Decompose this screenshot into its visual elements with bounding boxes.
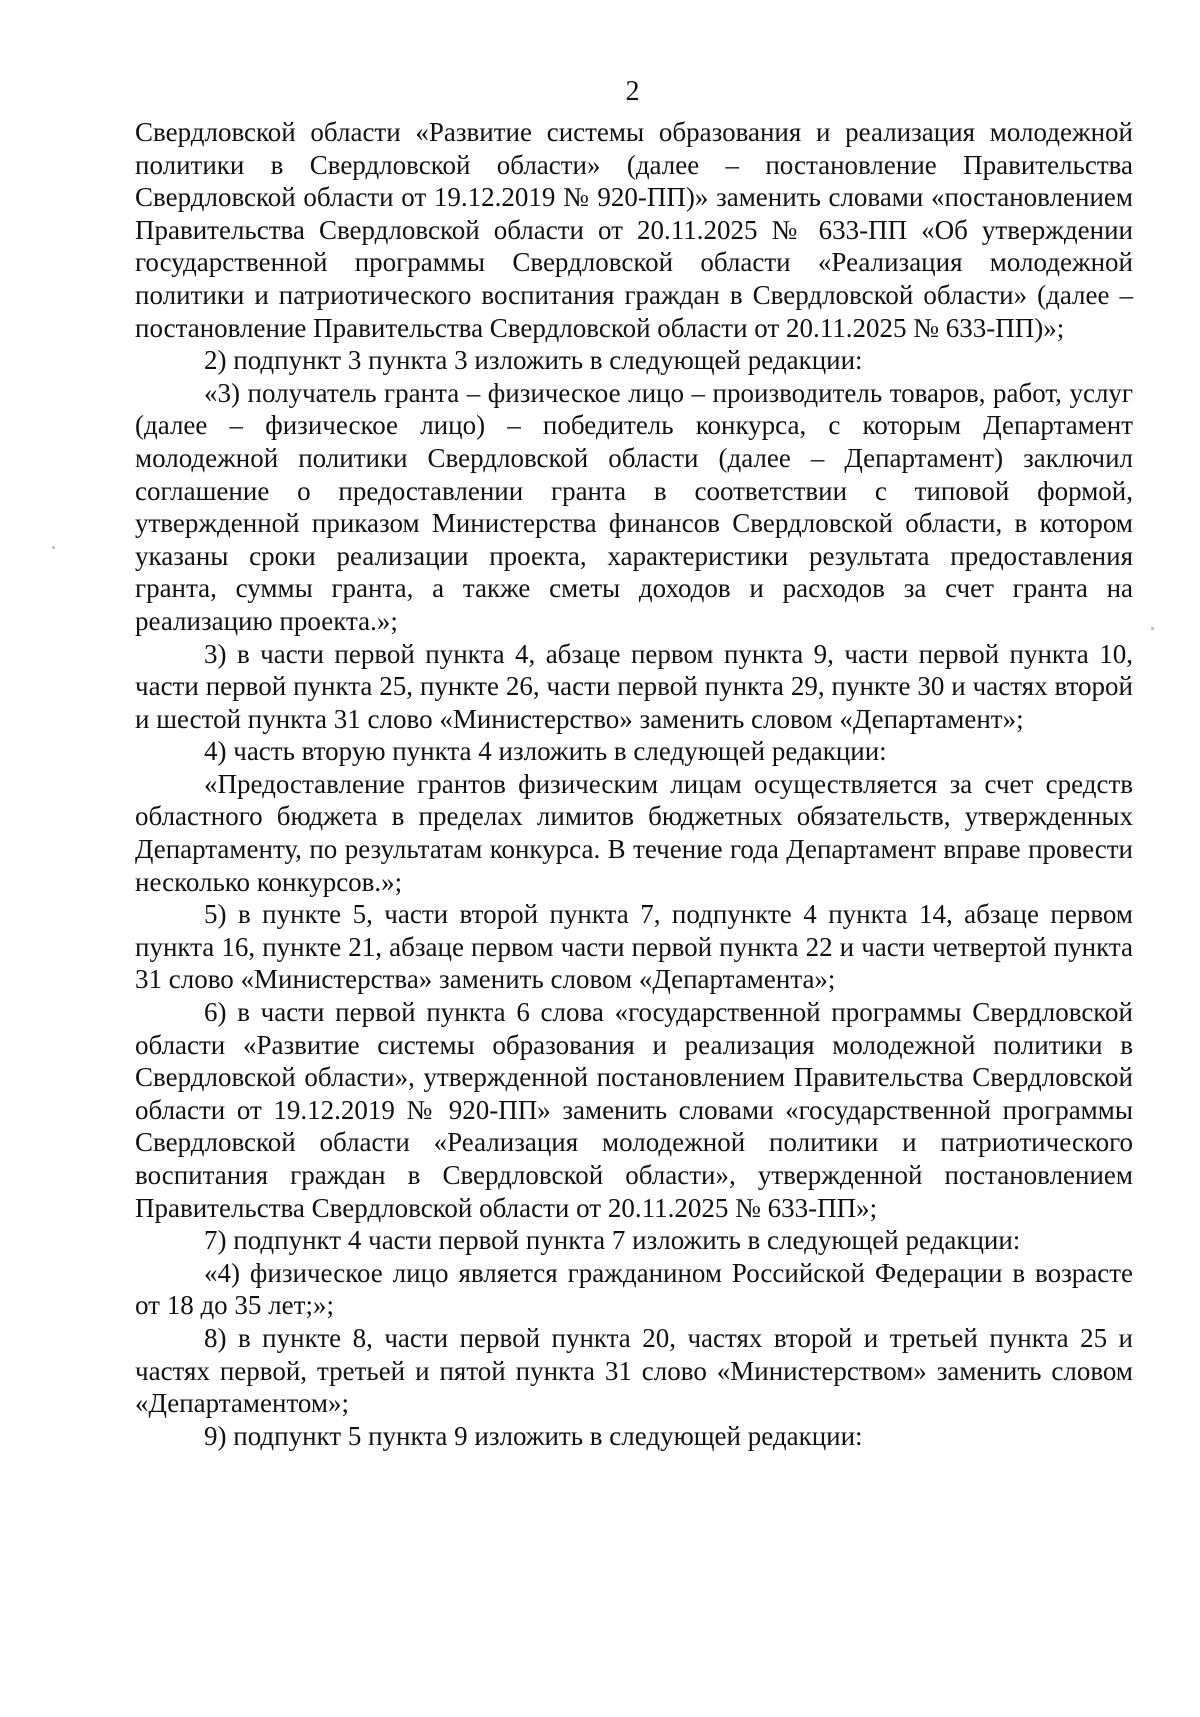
paragraph-item-6: 6) в части первой пункта 6 слова «государственной программы Свердловской области «Развитие системы образования и реализация молодежной политики в Свердловской области», утвержденной постановлением Правительства Свердловской области от 19.12.2019 № 920-ПП» заменить словами «государственной программы Свердловской области «Реализация молодежной политики и патриотического воспитания граждан в Свердловской области», утвержденной постановлением Правительства Свердловской области от 20.11.2025 № 633-ПП»; bbox=[135, 997, 1133, 1223]
paragraph-item-4: 4) часть вторую пункта 4 изложить в следующей редакции: bbox=[204, 736, 887, 767]
paragraph-item-2: 2) подпункт 3 пункта 3 изложить в следующей редакции: bbox=[204, 345, 863, 376]
paragraph-item-2-text: «3) получатель гранта – физическое лицо – производитель товаров, работ, услуг (далее – физическое лицо) – победитель конкурса, с которым Департамент молодежной политики Свердловской области (далее – Департамент) заключил соглашение о предоставлении гранта в соответствии с типовой формой, утвержденной приказом Министерства финансов Свердловской области, в котором указаны сроки реализации проекта, характеристики результата предоставления гранта, суммы гранта, а также сметы доходов и расходов за счет гранта на реализацию проекта.»; bbox=[135, 377, 1133, 636]
paragraph-item-3: 3) в части первой пункта 4, абзаце первом пункта 9, части первой пункта 10, части первой пункта 25, пункте 26, части первой пункта 29, пункте 30 и частях второй и шестой пункта 31 слово «Министерство» заменить словом «Департамент»; bbox=[135, 638, 1133, 734]
paragraph-item-8: 8) в пункте 8, части первой пункта 20, частях второй и третьей пункта 25 и частях первой, третьей и пятой пункта 31 слово «Министерством» заменить словом «Департаментом»; bbox=[135, 1322, 1133, 1419]
document-body bbox=[135, 116, 1133, 1452]
paragraph-continuation: Свердловской области «Развитие системы образования и реализация молодежной политики в Свердловской области» (далее – постановление Правительства Свердловской области от 19.12.2019 № 920-ПП)» заменить словами «постановлением Правительства Свердловской области от 20.11.2025 № 633-ПП «Об утверждении государственной программы Свердловской области «Реализация молодежной политики и патриотического воспитания граждан в Свердловской области» (далее – постановление Правительства Свердловской области от 20.11.2025 № 633-ПП)»; bbox=[135, 117, 1133, 343]
scan-speck bbox=[52, 546, 55, 549]
paragraph-item-5: 5) в пункте 5, части второй пункта 7, подпункте 4 пункта 14, абзаце первом пункта 16, пункте 21, абзаце первом части первой пункта 22 и части четвертой пункта 31 слово «Министерства» заменить словом «Департамента»; bbox=[135, 899, 1133, 995]
page-number: 2 bbox=[625, 76, 640, 107]
paragraph-item-4-text: «Предоставление грантов физическим лицам осуществляется за счет средств областного бюджета в пределах лимитов бюджетных обязательств, утвержденных Департаменту, по результатам конкурса. В течение года Департамент вправе провести несколько конкурсов.»; bbox=[135, 768, 1133, 897]
paragraph-item-7: 7) подпункт 4 части первой пункта 7 изложить в следующей редакции: bbox=[204, 1225, 1021, 1256]
paragraph-item-7-text: «4) физическое лицо является гражданином Российской Федерации в возрасте от 18 до 35 лет;»; bbox=[135, 1257, 1133, 1321]
scan-speck bbox=[1151, 627, 1154, 630]
paragraph-item-9: 9) подпункт 5 пункта 9 изложить в следующей редакции: bbox=[204, 1420, 863, 1451]
